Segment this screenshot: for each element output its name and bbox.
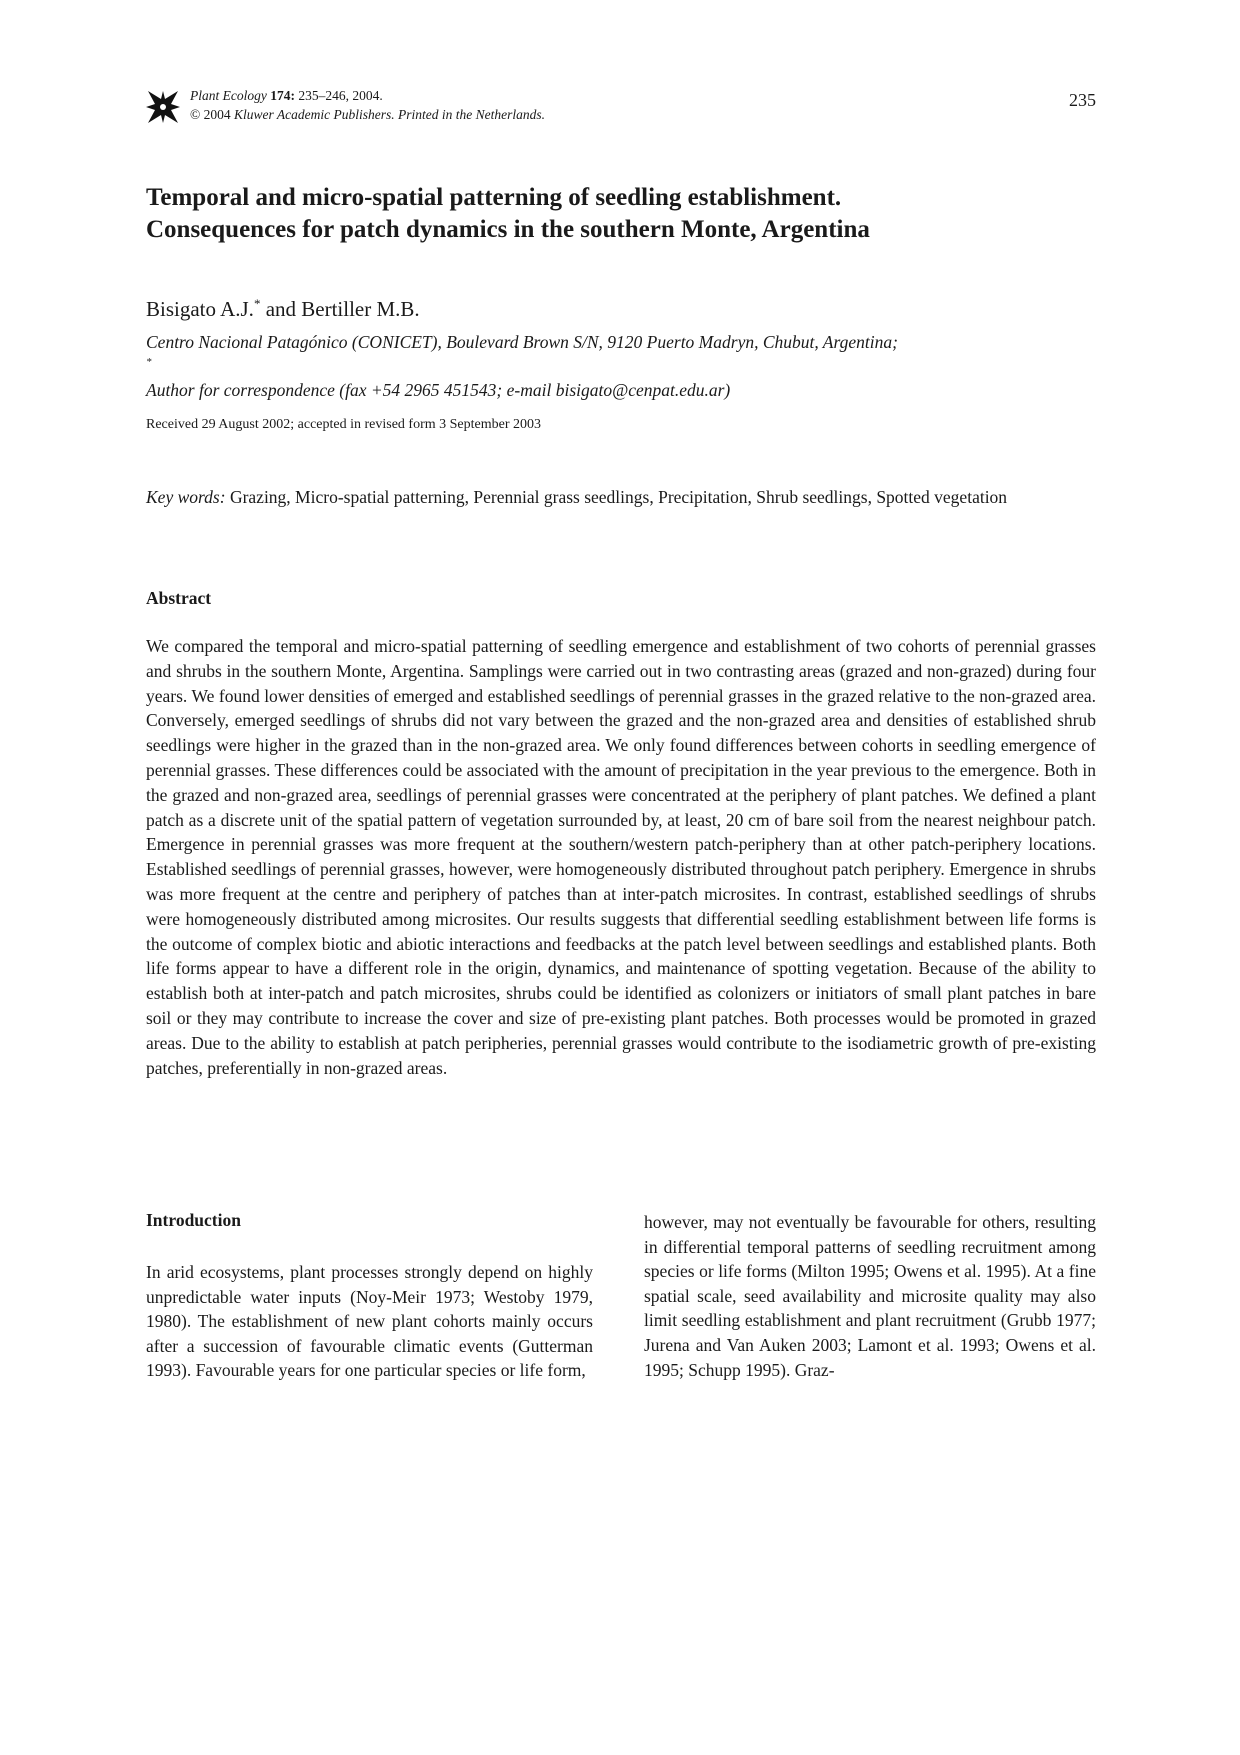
introduction-right-column: however, may not eventually be favourable for others, resulting in differential temporal patterns of seedling recruitment among species or life forms (Milton 1995; Owens et al. 1995). At a fine spatial scale, seed availability and microsite quality may also limit seedling establishment and plant recruitment (Grubb 1977; Jurena and Van Auken 2003; Lamont et al. 1993; Owens et al. 1995; Schupp 1995). Graz-: [644, 1212, 1096, 1380]
introduction-heading: Introduction: [146, 1210, 241, 1230]
paper-title: [146, 182, 1106, 246]
correspondence-marker: *: [253, 296, 261, 311]
keywords-label: Key words:: [146, 487, 226, 507]
received-dates: Received 29 August 2002; accepted in revised form 3 September 2003: [146, 417, 542, 432]
author-list: [146, 297, 420, 322]
correspondence-line: [146, 354, 1106, 402]
title-line-1: Temporal and micro-spatial patterning of seedling establishment.: [146, 184, 842, 211]
abstract-heading: Abstract: [146, 588, 212, 608]
journal-header: [146, 86, 1096, 126]
journal-pages-year: 235–246, 2004.: [298, 88, 383, 103]
introduction-left-column: In arid ecosystems, plant processes strongly depend on highly unpredictable water inputs (Noy-Meir 1973; Westoby 1979, 1980). The establishment of new plant cohorts mainly occurs after a succession of favourable climatic events (Gutterman 1993). Favourable years for one particular species or life form,: [146, 1262, 593, 1381]
keywords-text: Grazing, Micro-spatial patterning, Perennial grass seedlings, Precipitation, Shrub seedlings, Spotted vegetation: [229, 487, 1008, 507]
title-line-2: Consequences for patch dynamics in the southern Monte, Argentina: [146, 216, 870, 243]
other-authors: and Bertiller M.B.: [265, 297, 420, 321]
abstract-text: We compared the temporal and micro-spatial patterning of seedling emergence and establishment of two cohorts of perennial grasses and shrubs in the southern Monte, Argentina. Samplings were carried out in two contrasting areas (grazed and non-grazed) during four years. We found lower densities of emerged and established seedlings of perennial grasses in the grazed relative to the non-grazed area. Conversely, emerged seedlings of shrubs did not vary between the grazed and the non-grazed area and densities of established shrub seedlings were higher in the grazed than in the non-grazed area. We only found differences between cohorts in seedling emergence of perennial grasses. These differences could be associated with the amount of precipitation in the year previous to the emergence. Both in the grazed and non-grazed area, seedlings of perennial grasses were concentrated at the periphery of plant patches. We defined a plant patch as a discrete unit of the spatial pattern of vegetation surrounded by, at least, 20 cm of bare soil from the nearest neighbour patch. Emergence in perennial grasses was more frequent at the southern/western patch-periphery than at other patch-periphery locations. Established seedlings of perennial grasses, however, were homogeneously distributed throughout patch periphery. Emergence in shrubs was more frequent at the centre and periphery of patches than at inter-patch microsites. In contrast, established seedlings of shrubs were homogeneously distributed among microsites. Our results suggests that differential seedling establishment between life forms is the outcome of complex biotic and abiotic interactions and feedbacks at the patch level between seedlings and established plants. Both life forms appear to have a different role in the origin, dynamics, and maintenance of spotting vegetation. Because of the ability to establish both at inter-patch and patch microsites, shrubs could be identified as colonizers or initiators of small plant patches in bare soil or they may contribute to increase the cover and size of pre-existing plant patches. Both processes would be promoted in grazed areas. Due to the ability to establish at patch peripheries, perennial grasses would contribute to the isodiametric growth of pre-existing patches, preferentially in non-grazed areas.: [146, 636, 1096, 1078]
correspondence-text: Author for correspondence (fax +54 2965 451543; e-mail bisigato@cenpat.edu.ar): [146, 380, 731, 400]
first-author: Bisigato A.J.: [146, 297, 254, 321]
journal-citation: [190, 86, 545, 124]
page-number: 235: [1069, 90, 1096, 110]
journal-name: Plant Ecology: [190, 88, 267, 103]
publisher-line: Kluwer Academic Publishers. Printed in the Netherlands.: [234, 107, 545, 122]
correspondence-line-marker: *: [146, 356, 152, 369]
affiliation-line: Centro Nacional Patagónico (CONICET), Boulevard Brown S/N, 9120 Puerto Madryn, Chubut, Argentina;: [146, 332, 898, 352]
affiliation: [146, 330, 1106, 402]
journal-volume: 174:: [270, 88, 295, 103]
copyright-prefix: © 2004: [190, 107, 231, 122]
keywords: [146, 485, 1096, 509]
publisher-logo-icon: [146, 89, 180, 125]
